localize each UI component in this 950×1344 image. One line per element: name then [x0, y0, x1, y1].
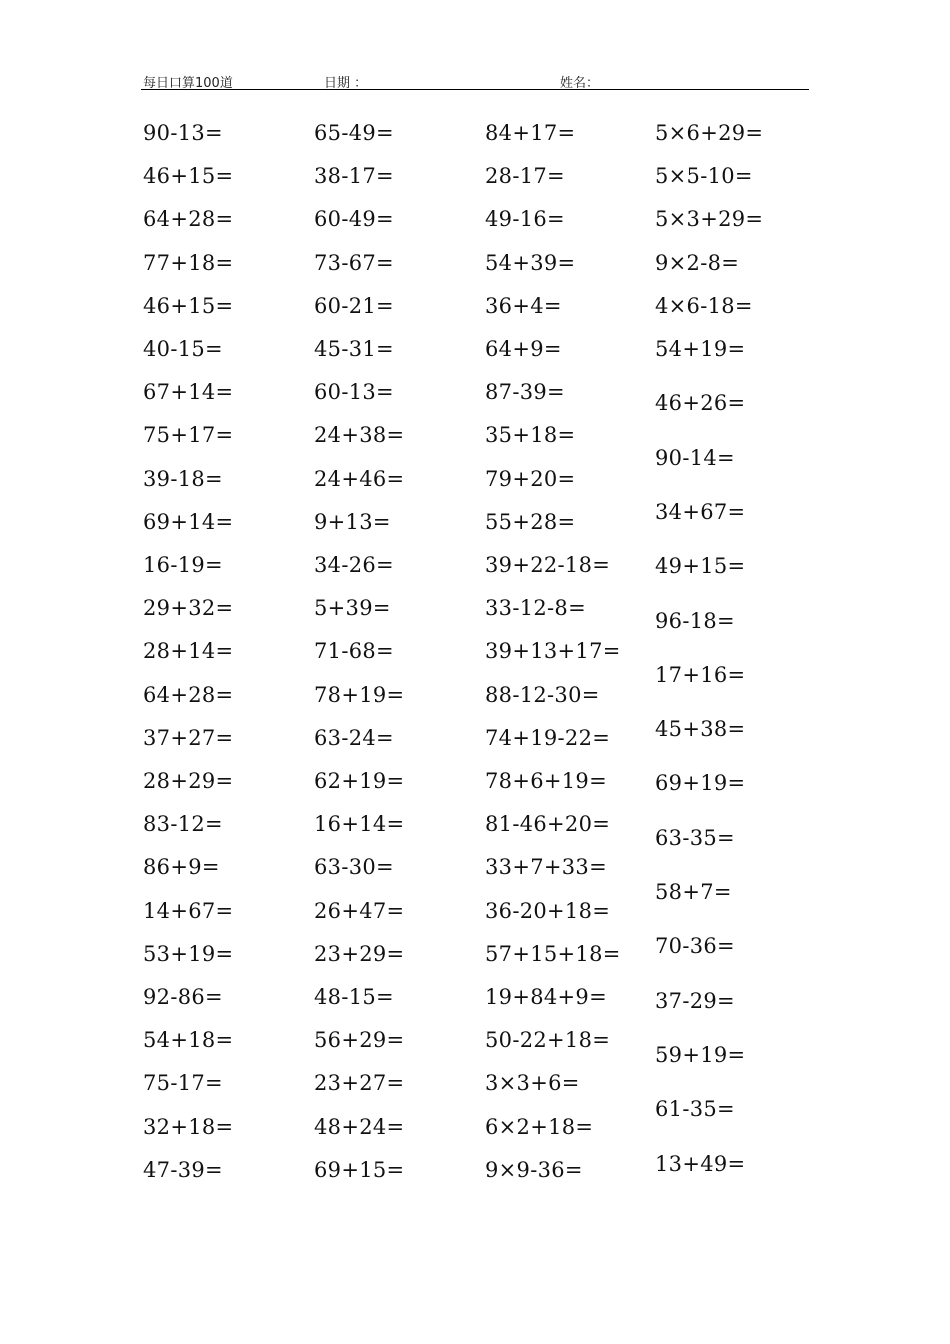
problem-item: 37-29= [655, 988, 735, 1013]
problem-item: 36-20+18= [485, 898, 611, 923]
problem-item: 74+19-22= [485, 725, 611, 750]
problem-item: 28+29= [143, 769, 234, 793]
problem-item: 46+15= [143, 164, 234, 189]
problem-item: 34-26= [314, 553, 394, 577]
problem-item: 5×6+29= [655, 121, 764, 145]
problem-item: 46+26= [655, 391, 746, 416]
problem-item: 5+39= [314, 596, 391, 621]
problem-item: 16-19= [143, 553, 223, 577]
problem-item: 81-46+20= [485, 812, 611, 837]
problem-item: 64+28= [143, 682, 234, 707]
problem-item: 3×3+6= [485, 1071, 580, 1096]
problem-item: 33-12-8= [485, 596, 586, 621]
problem-item: 23+27= [314, 1071, 405, 1096]
problem-item: 29+32= [143, 596, 234, 621]
problem-item: 57+15+18= [485, 941, 621, 966]
problem-item: 58+7= [655, 880, 732, 904]
problem-item: 77+18= [143, 250, 234, 275]
problem-item: 54+19= [655, 337, 746, 361]
problem-item: 90-14= [655, 445, 735, 470]
problem-item: 32+18= [143, 1114, 234, 1139]
problem-item: 9×2-8= [655, 250, 740, 275]
problem-item: 13+49= [655, 1151, 746, 1176]
problem-item: 48-15= [314, 985, 394, 1009]
problem-item: 87-39= [485, 380, 565, 405]
problem-item: 28-17= [485, 164, 565, 189]
problem-item: 78+6+19= [485, 769, 607, 793]
problem-item: 4×6-18= [655, 293, 753, 318]
problem-item: 9×9-36= [485, 1157, 583, 1182]
problem-item: 24+38= [314, 423, 405, 448]
problem-item: 48+24= [314, 1114, 405, 1139]
problem-item: 69+15= [314, 1157, 405, 1182]
worksheet-header [141, 70, 809, 90]
problem-item: 63-35= [655, 825, 735, 850]
problem-item: 37+27= [143, 725, 234, 750]
problem-item: 64+9= [485, 337, 562, 361]
problem-item: 35+18= [485, 423, 576, 448]
problem-item: 83-12= [143, 812, 223, 837]
problem-item: 63-30= [314, 855, 394, 880]
problem-item: 61-35= [655, 1097, 735, 1122]
problem-item: 88-12-30= [485, 682, 600, 707]
problem-item: 59+19= [655, 1042, 746, 1067]
problem-item: 40-15= [143, 337, 223, 361]
name-label: 姓名： [560, 76, 600, 91]
problem-item: 28+14= [143, 639, 234, 664]
problem-item: 9+13= [314, 509, 391, 534]
problem-item: 34+67= [655, 499, 746, 524]
problem-item: 63-24= [314, 725, 394, 750]
problem-item: 65-49= [314, 121, 394, 145]
problem-item: 53+19= [143, 941, 234, 966]
problem-item: 69+19= [655, 771, 746, 796]
problem-item: 67+14= [143, 380, 234, 405]
problem-item: 39+22-18= [485, 553, 611, 577]
problem-item: 75+17= [143, 423, 234, 448]
problem-item: 60-13= [314, 380, 394, 405]
problem-item: 54+39= [485, 250, 576, 275]
problem-item: 69+14= [143, 509, 234, 534]
problem-item: 26+47= [314, 898, 405, 923]
problem-item: 71-68= [314, 639, 394, 664]
problem-item: 50-22+18= [485, 1028, 611, 1053]
problem-item: 23+29= [314, 941, 405, 966]
problem-item: 96-18= [655, 608, 735, 633]
date-label: 日期 ： [324, 76, 368, 91]
problem-item: 14+67= [143, 898, 234, 923]
problem-item: 78+19= [314, 682, 405, 707]
problem-item: 92-86= [143, 985, 223, 1009]
problem-item: 73-67= [314, 250, 394, 275]
problem-item: 84+17= [485, 121, 576, 145]
problem-item: 46+15= [143, 293, 234, 318]
worksheet-title: 每日口算100道 [143, 76, 233, 91]
problem-item: 17+16= [655, 662, 746, 687]
problem-item: 19+84+9= [485, 985, 607, 1009]
problem-item: 64+28= [143, 207, 234, 232]
problem-item: 79+20= [485, 466, 576, 491]
problem-item: 45+38= [655, 717, 746, 742]
problem-item: 6×2+18= [485, 1114, 594, 1139]
problem-item: 16+14= [314, 812, 405, 837]
problem-item: 75-17= [143, 1071, 223, 1096]
problem-item: 49-16= [485, 207, 565, 232]
problem-item: 70-36= [655, 934, 735, 959]
problem-item: 33+7+33= [485, 855, 607, 880]
problem-item: 49+15= [655, 554, 746, 579]
problem-item: 55+28= [485, 509, 576, 534]
problem-item: 86+9= [143, 855, 220, 880]
problem-item: 62+19= [314, 769, 405, 793]
problem-item: 39+13+17= [485, 639, 621, 664]
problem-item: 56+29= [314, 1028, 405, 1053]
problem-item: 45-31= [314, 337, 394, 361]
problem-item: 60-49= [314, 207, 394, 232]
problem-item: 5×3+29= [655, 207, 764, 232]
problem-item: 60-21= [314, 293, 394, 318]
problem-item: 47-39= [143, 1157, 223, 1182]
problem-item: 90-13= [143, 121, 223, 145]
problem-item: 5×5-10= [655, 164, 753, 189]
problem-item: 38-17= [314, 164, 394, 189]
problem-item: 36+4= [485, 293, 562, 318]
problem-item: 24+46= [314, 466, 405, 491]
problem-item: 39-18= [143, 466, 223, 491]
problem-item: 54+18= [143, 1028, 234, 1053]
